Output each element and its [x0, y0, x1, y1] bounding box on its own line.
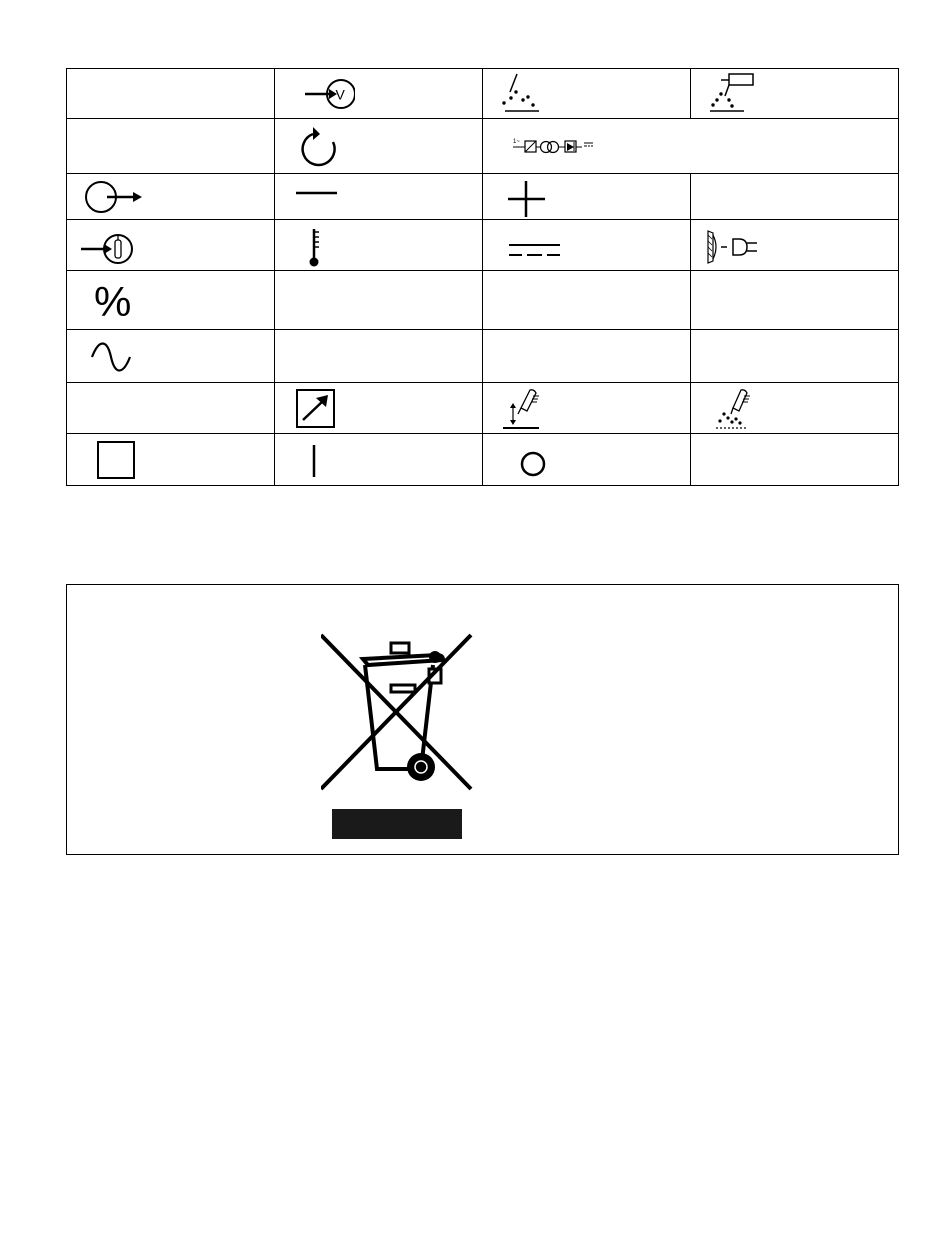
weee-bar: [332, 809, 462, 839]
symbol-table: [66, 68, 899, 486]
tig-lift-arc-icon: [483, 384, 563, 432]
direct-current-icon: [483, 221, 573, 269]
table-cell: [275, 220, 483, 271]
table-cell: [275, 174, 483, 220]
mig-welding-icon: [483, 70, 563, 118]
thermometer-icon: [275, 221, 355, 269]
table-cell: [67, 330, 275, 383]
table-cell: [67, 69, 275, 119]
table-row: [67, 174, 899, 220]
table-row: [67, 119, 899, 174]
table-cell: [67, 271, 275, 330]
table-cell: [275, 69, 483, 119]
weee-disposal-box: [66, 584, 899, 855]
table-row: [67, 434, 899, 486]
table-cell: [67, 434, 275, 486]
table-cell: [691, 383, 899, 434]
table-cell: [691, 434, 899, 486]
table-row: [67, 330, 899, 383]
table-cell: [483, 383, 691, 434]
wire-feed-icon: [275, 120, 355, 172]
table-cell: [691, 271, 899, 330]
remote-control-icon: [275, 384, 355, 432]
gas-input-icon: [67, 221, 157, 269]
table-cell: [67, 119, 275, 174]
percent-icon: [67, 272, 157, 328]
table-cell: [483, 271, 691, 330]
table-cell: [483, 174, 691, 220]
table-row: [67, 383, 899, 434]
table-cell: [275, 271, 483, 330]
table-cell: [67, 383, 275, 434]
table-cell: [67, 174, 275, 220]
table-cell: [67, 220, 275, 271]
negative-icon: [275, 175, 355, 219]
voltage-input-icon: [275, 70, 355, 118]
table-cell: [483, 69, 691, 119]
table-row: [67, 69, 899, 119]
alternating-current-icon: [67, 331, 157, 381]
inverter-block-diagram-icon: [483, 120, 623, 172]
table-cell: [691, 220, 899, 271]
positive-icon: [483, 175, 563, 219]
table-row: [67, 271, 899, 330]
table-cell: [483, 434, 691, 486]
table-cell: [275, 383, 483, 434]
square-icon: [67, 435, 157, 485]
mig-gun-welding-icon: [691, 70, 771, 118]
on-icon: [275, 435, 355, 485]
svg-text:1~: 1~: [513, 139, 520, 145]
table-row: [67, 220, 899, 271]
table-cell: [483, 119, 899, 174]
off-icon: [483, 435, 563, 485]
table-cell: [691, 174, 899, 220]
tig-welding-icon: [691, 384, 771, 432]
table-cell: [275, 330, 483, 383]
crossed-out-wheelie-bin-icon: [321, 609, 481, 844]
plug-icon: [691, 221, 781, 269]
table-cell: [275, 434, 483, 486]
table-cell: [483, 330, 691, 383]
svg-text:%: %: [94, 278, 132, 325]
table-cell: [275, 119, 483, 174]
table-cell: [691, 330, 899, 383]
output-icon: [67, 175, 157, 219]
table-cell: [483, 220, 691, 271]
table-cell: [691, 69, 899, 119]
svg-text:V: V: [335, 86, 345, 102]
